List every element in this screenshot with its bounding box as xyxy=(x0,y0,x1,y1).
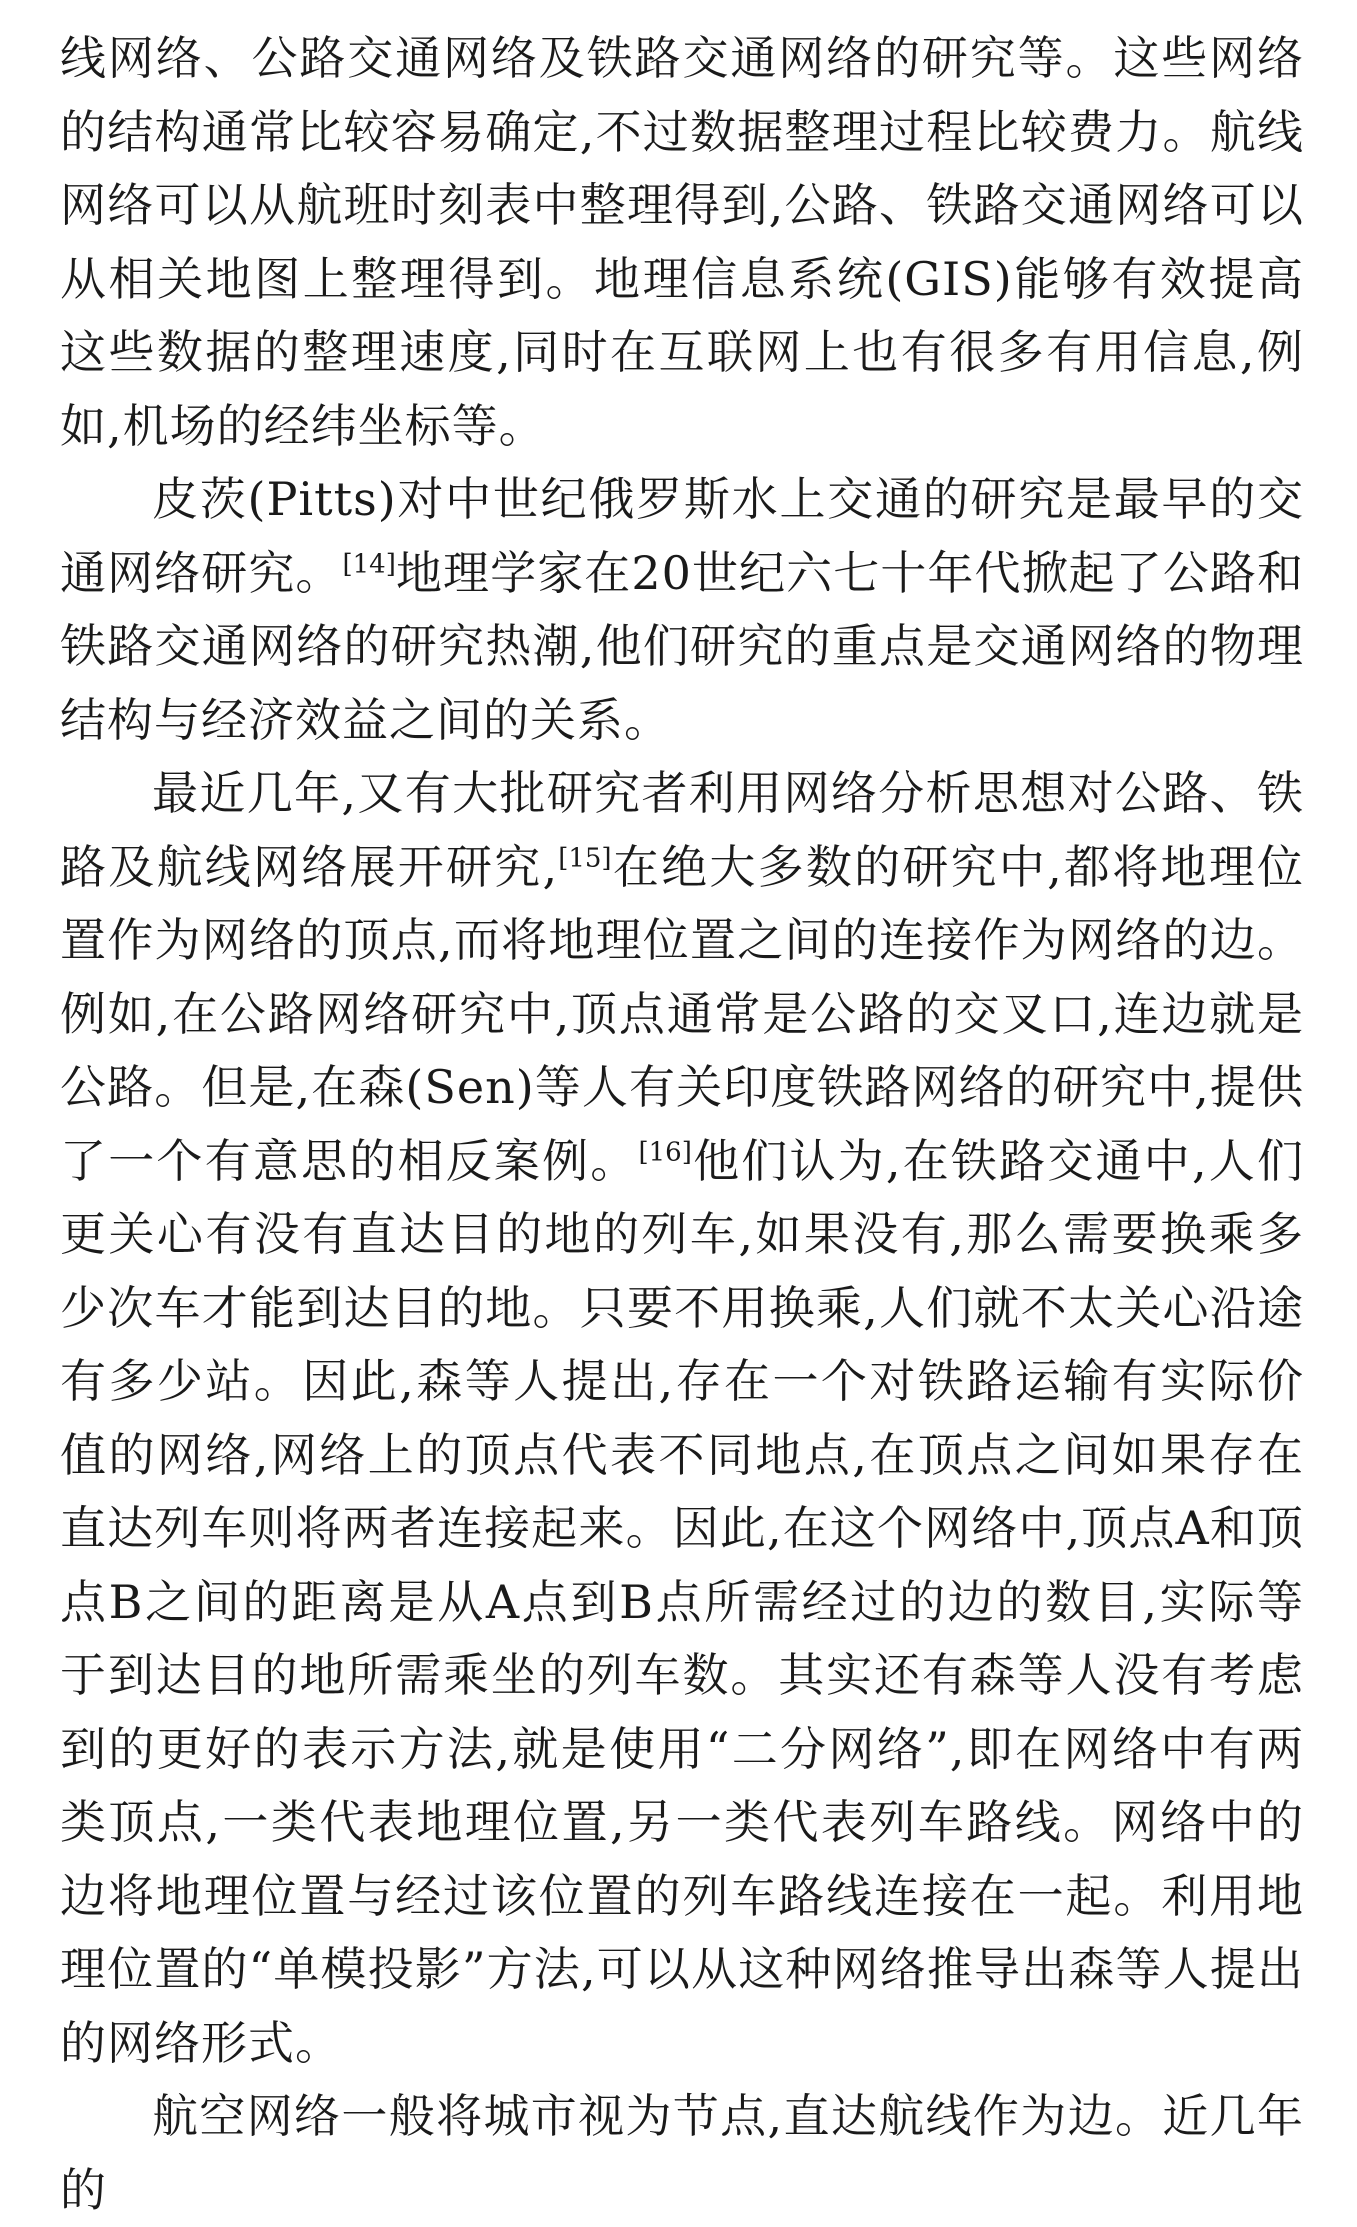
paragraph-text: 地理学家在20世纪六七十年代掀起了公路和铁路交通网络的研究热潮,他们研究的重点是交通网络的物理结构与经济效益之间的关系。 xyxy=(60,545,1304,747)
paragraph-text: 皮茨(Pitts)对中世纪俄罗斯水上交通的研究是最早的交通网络研究。 xyxy=(60,472,1304,600)
paragraph-text: 在绝大多数的研究中,都将地理位置作为网络的顶点,而将地理位置之间的连接作为网络的边。例如,在公路网络研究中,顶点通常是公路的交叉口,连边就是公路。但是,在森(Sen)等人有关印度铁路网络的研究中,提供了一个有意思的相反案例。 xyxy=(60,839,1305,1188)
paragraph-railway-network xyxy=(60,757,1304,2080)
citation-ref-14: [14] xyxy=(342,549,396,580)
paragraph-data-sources xyxy=(60,22,1304,463)
paragraph-text: 航空网络一般将城市视为节点,直达航线作为边。近几年的 xyxy=(60,2089,1304,2217)
paragraph-text: 线网络、公路交通网络及铁路交通网络的研究等。这些网络的结构通常比较容易确定,不过数据整理过程比较费力。航线网络可以从航班时刻表中整理得到,公路、铁路交通网络可以从相关地图上整理得到。地理信息系统(GIS)能够有效提高这些数据的整理速度,同时在互联网上也有很多有用信息,例如,机场的经纬坐标等。 xyxy=(60,31,1304,453)
citation-ref-16: [16] xyxy=(638,1137,692,1168)
paragraph-pitts-history xyxy=(60,463,1304,757)
document-page xyxy=(60,22,1304,2227)
paragraph-text: 他们认为,在铁路交通中,人们更关心有没有直达目的地的列车,如果没有,那么需要换乘多少次车才能到达目的地。只要不用换乘,人们就不太关心沿途有多少站。因此,森等人提出,存在一个对铁路运输有实际价值的网络,网络上的顶点代表不同地点,在顶点之间如果存在直达列车则将两者连接起来。因此,在这个网络中,顶点A和顶点B之间的距离是从A点到B点所需经过的边的数目,实际等于到达目的地所需乘坐的列车数。其实还有森等人没有考虑到的更好的表示方法,就是使用“二分网络”,即在网络中有两类顶点,一类代表地理位置,另一类代表列车路线。网络中的边将地理位置与经过该位置的列车路线连接在一起。利用地理位置的“单模投影”方法,可以从这种网络推导出森等人提出的网络形式。 xyxy=(60,1133,1304,2070)
paragraph-text: 最近几年,又有大批研究者利用网络分析思想对公路、铁路及航线网络展开研究, xyxy=(60,766,1304,894)
paragraph-air-network xyxy=(60,2080,1304,2227)
citation-ref-15: [15] xyxy=(558,843,612,874)
